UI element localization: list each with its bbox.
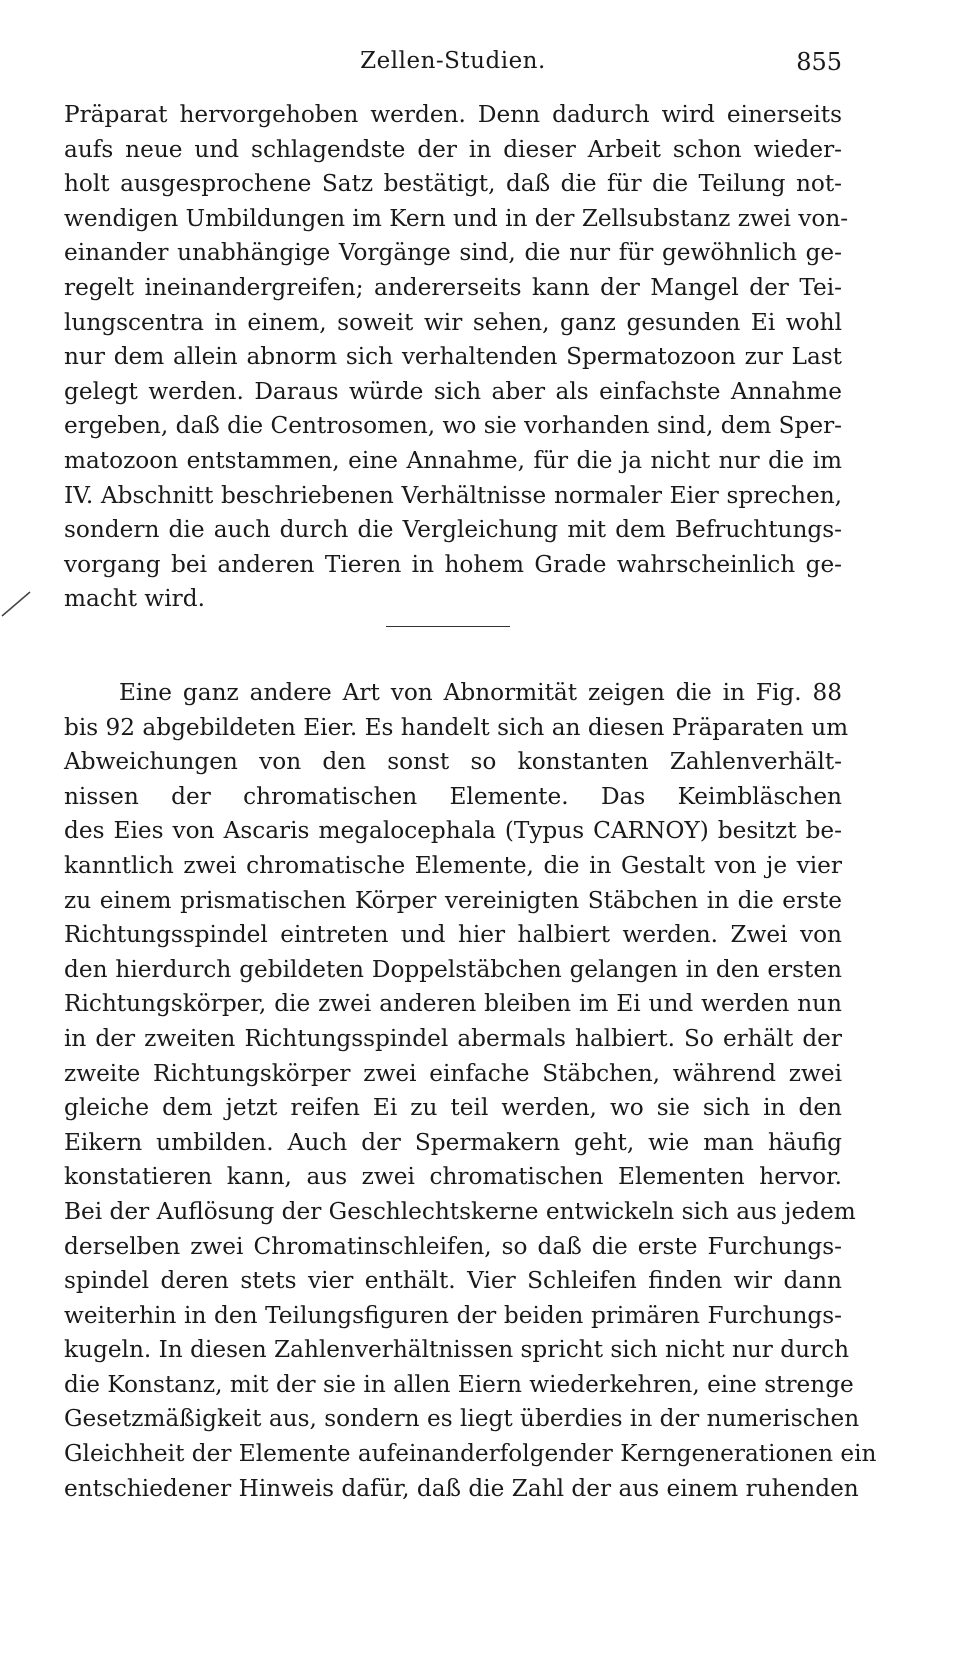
text-line: Eine ganz andere Art von Abnormität zeigen die in Fig. 88 bbox=[119, 679, 842, 706]
text-line: sondern die auch durch die Vergleichung mit dem Befruchtungs- bbox=[64, 516, 842, 544]
page-header bbox=[64, 48, 842, 78]
text-line: Gesetzmäßigkeit aus, sondern es liegt überdies in der numerischen bbox=[64, 1405, 860, 1433]
text-line: entschiedener Hinweis dafür, daß die Zahl der aus einem ruhenden bbox=[64, 1474, 859, 1502]
text-line: regelt ineinandergreifen; andererseits kann der Mangel der Tei- bbox=[64, 273, 842, 301]
text-line: Richtungskörper, die zwei anderen bleiben im Ei und werden nun bbox=[64, 990, 842, 1018]
section-divider bbox=[386, 626, 510, 627]
text-line: Präparat hervorgehoben werden. Denn dadurch wird einerseits bbox=[64, 101, 842, 128]
text-line: Abweichungen von den sonst so konstanten Zahlenverhält- bbox=[64, 748, 842, 776]
text-line: gelegt werden. Daraus würde sich aber als einfachste Annahme bbox=[64, 377, 842, 405]
text-line: Gleichheit der Elemente aufeinanderfolgender Kerngenerationen ein bbox=[64, 1440, 877, 1468]
running-title: Zellen-Studien. bbox=[360, 48, 546, 74]
text-line: macht wird. bbox=[64, 585, 205, 613]
page-number: 855 bbox=[796, 48, 842, 76]
text-line: zu einem prismatischen Körper vereinigten Stäbchen in die erste bbox=[64, 886, 842, 914]
text-line: Richtungsspindel eintreten und hier halbiert werden. Zwei von bbox=[64, 921, 842, 949]
text-line: einander unabhängige Vorgänge sind, die nur für gewöhnlich ge- bbox=[64, 239, 842, 267]
text-line: nur dem allein abnorm sich verhaltenden Spermatozoon zur Last bbox=[64, 343, 842, 371]
text-line: den hierdurch gebildeten Doppelstäbchen gelangen in den ersten bbox=[64, 955, 842, 983]
text-line: Bei der Auflösung der Geschlechtskerne entwickeln sich aus jedem bbox=[64, 1197, 856, 1225]
pencil-margin-mark bbox=[0, 586, 40, 626]
paragraph-1 bbox=[64, 98, 849, 617]
text-line: lungscentra in einem, soweit wir sehen, ganz gesunden Ei wohl bbox=[64, 308, 842, 336]
text-line: des Eies von Ascaris megalocephala (Typus CARNOY) besitzt be- bbox=[64, 817, 842, 845]
text-line: bis 92 abgebildeten Eier. Es handelt sich an diesen Präparaten um bbox=[64, 713, 849, 741]
text-line: matozoon entstammen, eine Annahme, für die ja nicht nur die im bbox=[64, 446, 842, 474]
text-line: kugeln. In diesen Zahlenverhältnissen spricht sich nicht nur durch bbox=[64, 1336, 850, 1364]
paragraph-2 bbox=[64, 676, 877, 1506]
text-line: wendigen Umbildungen im Kern und in der Zellsubstanz zwei von- bbox=[64, 204, 849, 232]
text-line: aufs neue und schlagendste der in dieser Arbeit schon wieder- bbox=[64, 135, 842, 163]
text-line: spindel deren stets vier enthält. Vier Schleifen finden wir dann bbox=[64, 1267, 842, 1295]
text-line: IV. Abschnitt beschriebenen Verhältnisse normaler Eier sprechen, bbox=[64, 481, 842, 509]
text-line: die Konstanz, mit der sie in allen Eiern wiederkehren, eine strenge bbox=[64, 1370, 854, 1398]
text-line: kanntlich zwei chromatische Elemente, die in Gestalt von je vier bbox=[64, 851, 842, 879]
text-line: derselben zwei Chromatinschleifen, so daß die erste Furchungs- bbox=[64, 1232, 842, 1260]
text-line: konstatieren kann, aus zwei chromatischen Elementen hervor. bbox=[64, 1163, 842, 1191]
text-line: gleiche dem jetzt reifen Ei zu teil werden, wo sie sich in den bbox=[64, 1094, 842, 1122]
text-line: vorgang bei anderen Tieren in hohem Grade wahrscheinlich ge- bbox=[64, 550, 842, 578]
text-line: ergeben, daß die Centrosomen, wo sie vorhanden sind, dem Sper- bbox=[64, 412, 842, 440]
text-line: weiterhin in den Teilungsfiguren der beiden primären Furchungs- bbox=[64, 1301, 842, 1329]
text-line: Eikern umbilden. Auch der Spermakern geht, wie man häufig bbox=[64, 1128, 842, 1156]
text-line: zweite Richtungskörper zwei einfache Stäbchen, während zwei bbox=[64, 1059, 842, 1087]
text-line: in der zweiten Richtungsspindel abermals halbiert. So erhält der bbox=[64, 1024, 842, 1052]
text-line: holt ausgesprochene Satz bestätigt, daß die für die Teilung not- bbox=[64, 170, 842, 198]
text-line: nissen der chromatischen Elemente. Das Keimbläschen bbox=[64, 782, 842, 810]
